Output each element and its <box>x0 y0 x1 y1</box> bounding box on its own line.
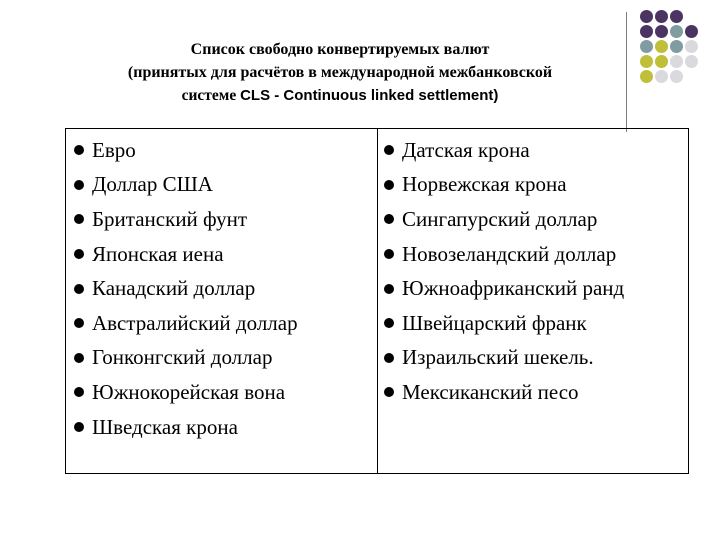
currency-item <box>74 168 298 203</box>
currency-name: Южноафриканский ранд <box>402 276 625 301</box>
currency-name: Шведская крона <box>92 414 238 439</box>
decorative-dot <box>655 55 668 68</box>
currency-name: Южнокорейская вона <box>92 379 286 404</box>
decorative-dot <box>670 10 683 23</box>
title-line-3-latin: CLS - Continuous linked settlement) <box>240 87 499 104</box>
decorative-dot <box>670 70 683 83</box>
title-line-3-prefix: системе <box>181 87 237 104</box>
decorative-dot <box>640 40 653 53</box>
currency-item <box>384 341 624 376</box>
bullet-icon <box>74 180 84 190</box>
decorative-dot <box>640 10 653 23</box>
currency-item <box>384 271 624 306</box>
decorative-dot <box>640 25 653 38</box>
bullet-icon <box>384 353 394 363</box>
currency-name: Британский фунт <box>92 206 248 231</box>
decorative-dot <box>640 70 653 83</box>
bullet-icon <box>74 214 84 224</box>
currency-name: Сингапурский доллар <box>402 206 598 231</box>
bullet-icon <box>384 145 394 155</box>
currency-item <box>384 237 624 272</box>
decorative-vertical-line <box>626 12 627 132</box>
decorative-dot <box>685 25 698 38</box>
decorative-dot <box>685 40 698 53</box>
decorative-dot <box>655 40 668 53</box>
currency-item <box>384 168 624 203</box>
currency-item <box>74 237 298 272</box>
currency-item <box>74 202 298 237</box>
bullet-icon <box>384 249 394 259</box>
currency-name: Израильский шекель. <box>402 345 594 370</box>
currency-name: Канадский доллар <box>92 276 256 301</box>
decorative-dot <box>670 55 683 68</box>
title-line-2: (принятых для расчётов в международной межбанковской <box>127 64 553 81</box>
currency-name: Гонконгский доллар <box>92 345 273 370</box>
title-line-3 <box>60 84 620 107</box>
bullet-icon <box>74 318 84 328</box>
bullet-icon <box>384 284 394 294</box>
bullet-icon <box>74 284 84 294</box>
decorative-dot <box>685 55 698 68</box>
decorative-dot <box>670 40 683 53</box>
column-divider <box>377 129 378 473</box>
currency-item <box>384 202 624 237</box>
bullet-icon <box>74 422 84 432</box>
currency-item <box>74 133 298 168</box>
bullet-icon <box>74 249 84 259</box>
currency-list-right <box>384 133 624 410</box>
currency-name: Доллар США <box>92 172 213 197</box>
currency-name: Японская иена <box>92 241 224 266</box>
currency-item <box>74 341 298 376</box>
currency-item <box>74 375 298 410</box>
currency-name: Датская крона <box>402 137 530 162</box>
currency-item <box>384 375 624 410</box>
currency-list-left <box>74 133 298 444</box>
currency-table <box>65 128 689 474</box>
decorative-dot <box>670 25 683 38</box>
currency-name: Австралийский доллар <box>92 310 298 335</box>
currency-item <box>384 306 624 341</box>
currency-name: Мексиканский песо <box>402 379 579 404</box>
currency-item <box>74 410 298 445</box>
decorative-dot <box>655 70 668 83</box>
slide-title <box>60 38 620 107</box>
bullet-icon <box>384 318 394 328</box>
bullet-icon <box>74 145 84 155</box>
currency-item <box>74 306 298 341</box>
currency-item <box>384 133 624 168</box>
decorative-dot <box>640 55 653 68</box>
currency-name: Новозеландский доллар <box>402 241 617 266</box>
title-line-1: Список свободно конвертируемых валют <box>190 41 490 58</box>
currency-name: Норвежская крона <box>402 172 567 197</box>
currency-item <box>74 271 298 306</box>
bullet-icon <box>384 387 394 397</box>
decorative-dot <box>655 10 668 23</box>
bullet-icon <box>74 387 84 397</box>
currency-name: Швейцарский франк <box>402 310 587 335</box>
decorative-dot <box>655 25 668 38</box>
bullet-icon <box>74 353 84 363</box>
bullet-icon <box>384 214 394 224</box>
currency-name: Евро <box>92 137 136 162</box>
bullet-icon <box>384 180 394 190</box>
